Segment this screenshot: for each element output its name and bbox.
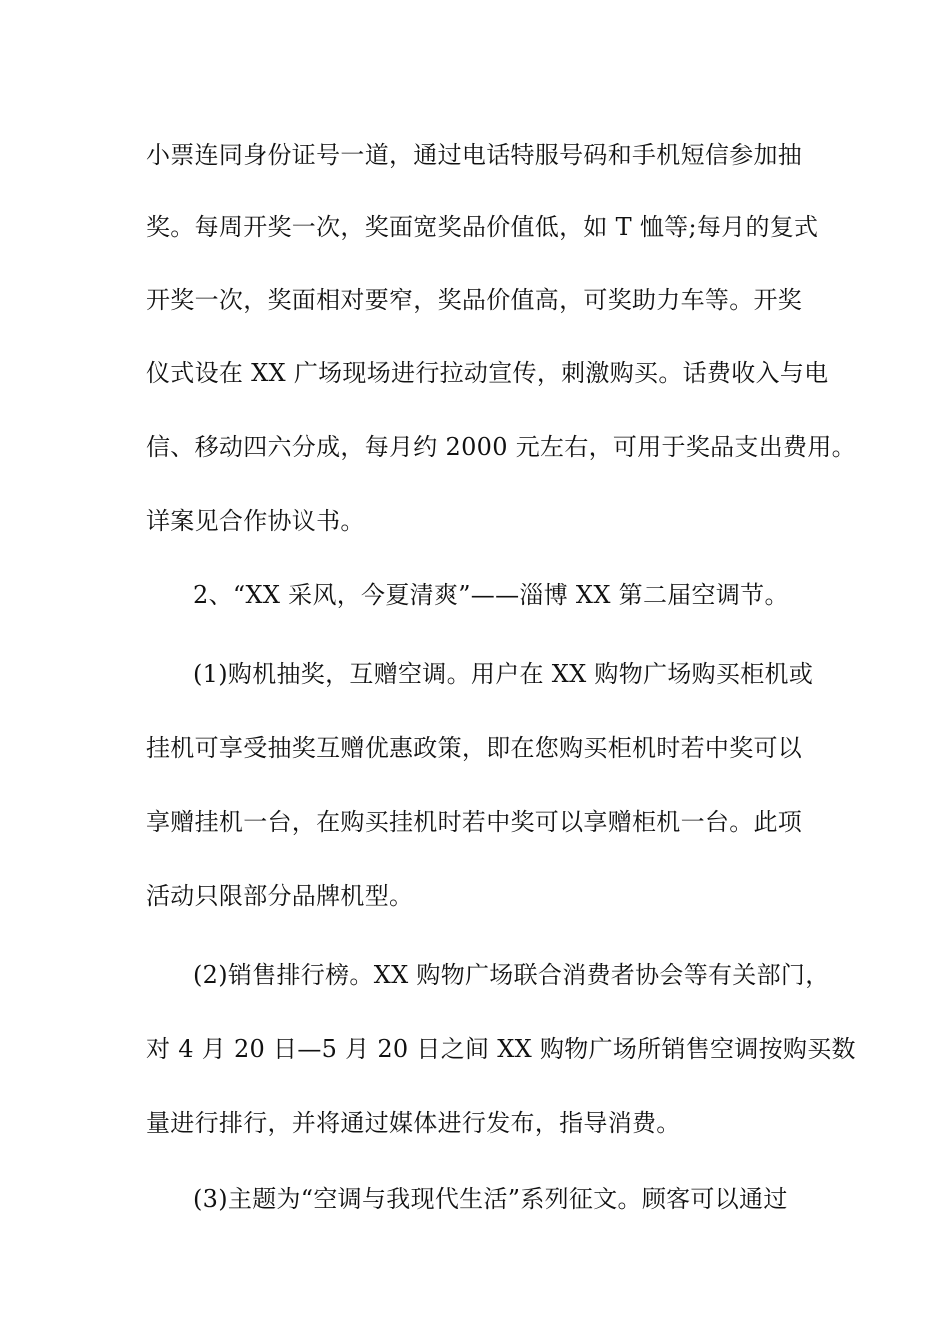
paragraph-line: 享赠挂机一台，在购买挂机时若中奖可以享赠柜机一台。此项	[146, 808, 803, 836]
paragraph-line: 量进行排行，并将通过媒体进行发布，指导消费。	[146, 1109, 681, 1137]
paragraph-line: (2)销售排行榜。XX 购物广场联合消费者协会等有关部门，	[193, 961, 830, 989]
paragraph-line: 开奖一次，奖面相对要窄，奖品价值高，可奖助力车等。开奖	[146, 286, 803, 314]
paragraph-line: 活动只限部分品牌机型。	[146, 882, 414, 910]
paragraph-line: (3)主题为“空调与我现代生活”系列征文。顾客可以通过	[193, 1185, 788, 1213]
paragraph-line: 仪式设在 XX 广场现场进行拉动宣传，刺激购买。话费收入与电	[146, 359, 829, 387]
paragraph-line: 挂机可享受抽奖互赠优惠政策，即在您购买柜机时若中奖可以	[146, 734, 803, 762]
paragraph-line: 信、移动四六分成，每月约 2000 元左右，可用于奖品支出费用。	[146, 433, 856, 461]
paragraph-line: 对 4 月 20 日—5 月 20 日之间 XX 购物广场所销售空调按购买数	[146, 1035, 856, 1063]
paragraph-line: 小票连同身份证号一道，通过电话特服号码和手机短信参加抽	[146, 141, 803, 169]
paragraph-line: 奖。每周开奖一次，奖面宽奖品价值低，如 T 恤等;每月的复式	[146, 213, 819, 241]
paragraph-line: 详案见合作协议书。	[146, 507, 365, 535]
section-heading: 2、“XX 采风，今夏清爽”——淄博 XX 第二届空调节。	[193, 581, 789, 609]
paragraph-line: (1)购机抽奖，互赠空调。用户在 XX 购物广场购买柜机或	[193, 660, 814, 688]
